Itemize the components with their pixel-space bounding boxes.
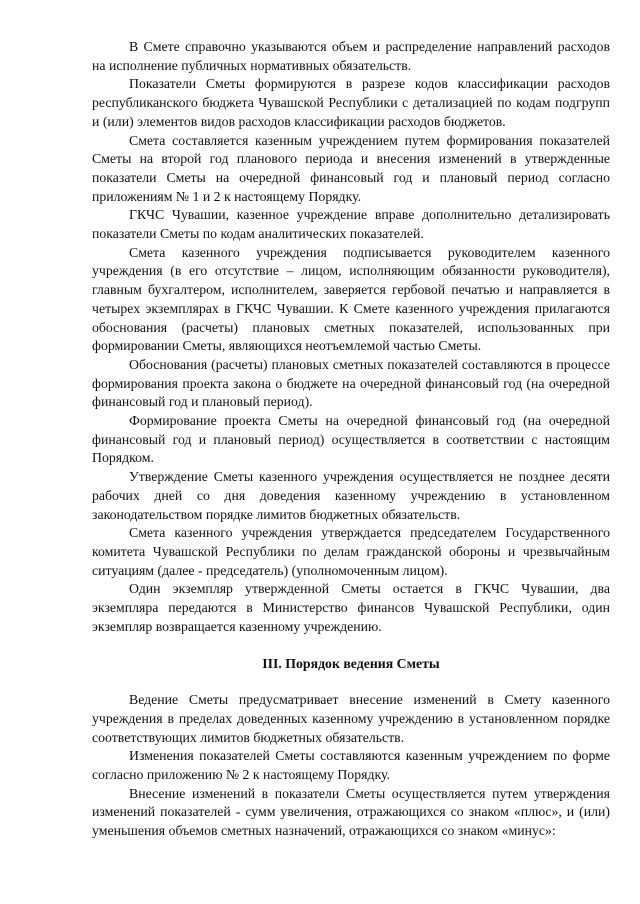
section-heading: III. Порядок ведения Сметы	[262, 655, 440, 671]
document-page	[92, 38, 610, 841]
paragraph-classification-codes: Показатели Сметы формируются в разрезе кодов классификации расходов республиканского бюджета Чувашской Республики с детализацией по кодам подгрупп и (или) элементов видов расходов классификации расходов бюджетов.	[92, 76, 610, 129]
paragraph-estimate-compilation: Смета составляется казенным учреждением путем формирования показателей Сметы на второй год планового периода и внесения изменений в утвержденные показатели Сметы на очередной финансовый год и плановый период согласно приложениям № 1 и 2 к настоящему Порядку.	[92, 132, 610, 204]
paragraph-changes-method: Внесение изменений в показатели Сметы осуществляется путем утверждения изменений показателей - сумм увеличения, отражающихся со знаком «плюс», и (или) уменьшения объемов сметных назначений, отражающихся со знаком «минус»:	[92, 785, 610, 839]
paragraph-changes-form: Изменения показателей Сметы составляются казенным учреждением по форме согласно приложению № 2 к настоящему Порядку.	[92, 748, 610, 783]
paragraph-analytic-detailing: ГКЧС Чувашии, казенное учреждение вправе дополнительно детализировать показатели Сметы по кодам аналитических показателей.	[92, 207, 610, 242]
paragraph-maintenance: Ведение Сметы предусматривает внесение изменений в Смету казенного учреждения в пределах доведенных казенному учреждению в установленном порядке соответствующих лимитов бюджетных обязательств.	[92, 692, 610, 745]
paragraph-draft-formation: Формирование проекта Сметы на очередной финансовый год (на очередной финансовый год и плановый период) осуществляется в соответствии с настоящим Порядком.	[92, 413, 610, 466]
paragraph-reference-expenditures: В Смете справочно указываются объем и распределение направлений расходов на исполнение публичных нормативных обязательств.	[92, 39, 610, 73]
paragraph-approval-authority: Смета казенного учреждения утверждается председателем Государственного комитета Чувашской Республики по делам гражданской обороны и чрезвычайным ситуациям (далее - председатель) (уполномоченным лицом).	[92, 525, 610, 578]
paragraph-approval-deadline: Утверждение Сметы казенного учреждения осуществляется не позднее десяти рабочих дней со дня доведения казенному учреждению в установленном законодательством порядке лимитов бюджетных обязательств.	[92, 469, 610, 522]
paragraph-copies-distribution: Один экземпляр утвержденной Сметы остается в ГКЧС Чувашии, два экземпляра передаются в Министерство финансов Чувашской Республики, один экземпляр возвращается казенному учреждению.	[92, 581, 610, 634]
paragraph-signing: Смета казенного учреждения подписывается руководителем казенного учреждения (в его отсутствие – лицом, исполняющим обязанности руководителя), главным бухгалтером, исполнителем, заверяется гербовой печатью и направляется в четырех экземплярах в ГКЧС Чувашии. К Смете казенного учреждения прилагаются обоснования (расчеты) плановых сметных показателей, использованных при формировании Сметы, являющихся неотъемлемой частью Сметы.	[92, 244, 610, 354]
paragraph-justifications: Обоснования (расчеты) плановых сметных показателей составляются в процессе формирования проекта закона о бюджете на очередной финансовый год (на очередной финансовый год и плановый период).	[92, 356, 610, 410]
